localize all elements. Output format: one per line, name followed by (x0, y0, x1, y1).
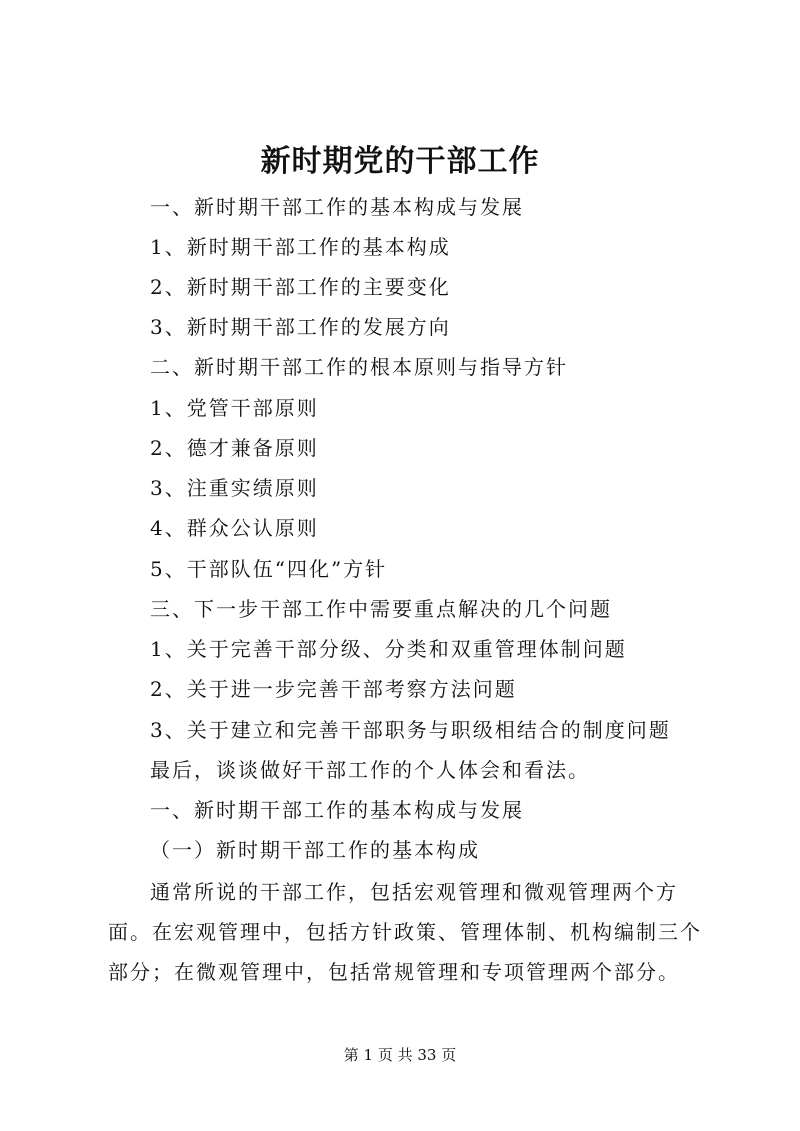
list-item: 1、新时期干部工作的基本构成 (150, 235, 451, 259)
list-item: 3、关于建立和完善干部职务与职级相结合的制度问题 (150, 718, 671, 742)
list-item: 1、党管干部原则 (150, 396, 319, 420)
list-item: 3、新时期干部工作的发展方向 (150, 315, 451, 339)
list-item: 5、干部队伍“四化”方针 (150, 557, 388, 581)
list-item: 2、关于进一步完善干部考察方法问题 (150, 677, 517, 701)
list-item: 4、群众公认原则 (150, 516, 319, 540)
list-item: 1、关于完善干部分级、分类和双重管理体制问题 (150, 637, 627, 661)
heading-section-2: 二、新时期干部工作的根本原则与指导方针 (150, 355, 568, 379)
page-footer: 第 1 页 共 33 页 (343, 1046, 457, 1064)
heading-section-1: 一、新时期干部工作的基本构成与发展 (150, 195, 524, 219)
document-title: 新时期党的干部工作 (260, 144, 540, 179)
subheading: （一）新时期干部工作的基本构成 (150, 838, 480, 862)
closing-line: 最后，谈谈做好干部工作的个人体会和看法。 (150, 758, 590, 782)
list-item: 2、德才兼备原则 (150, 436, 319, 460)
list-item: 2、新时期干部工作的主要变化 (150, 275, 451, 299)
body-paragraph: 通常所说的干部工作，包括宏观管理和微观管理两个方面。在宏观管理中，包括方针政策、管理体制、机构编制三个部分；在微观管理中，包括常规管理和专项管理两个部分。 (108, 880, 702, 984)
list-item: 3、注重实绩原则 (150, 476, 319, 500)
heading-section-1-body: 一、新时期干部工作的基本构成与发展 (150, 798, 524, 822)
heading-section-3: 三、下一步干部工作中需要重点解决的几个问题 (150, 597, 612, 621)
